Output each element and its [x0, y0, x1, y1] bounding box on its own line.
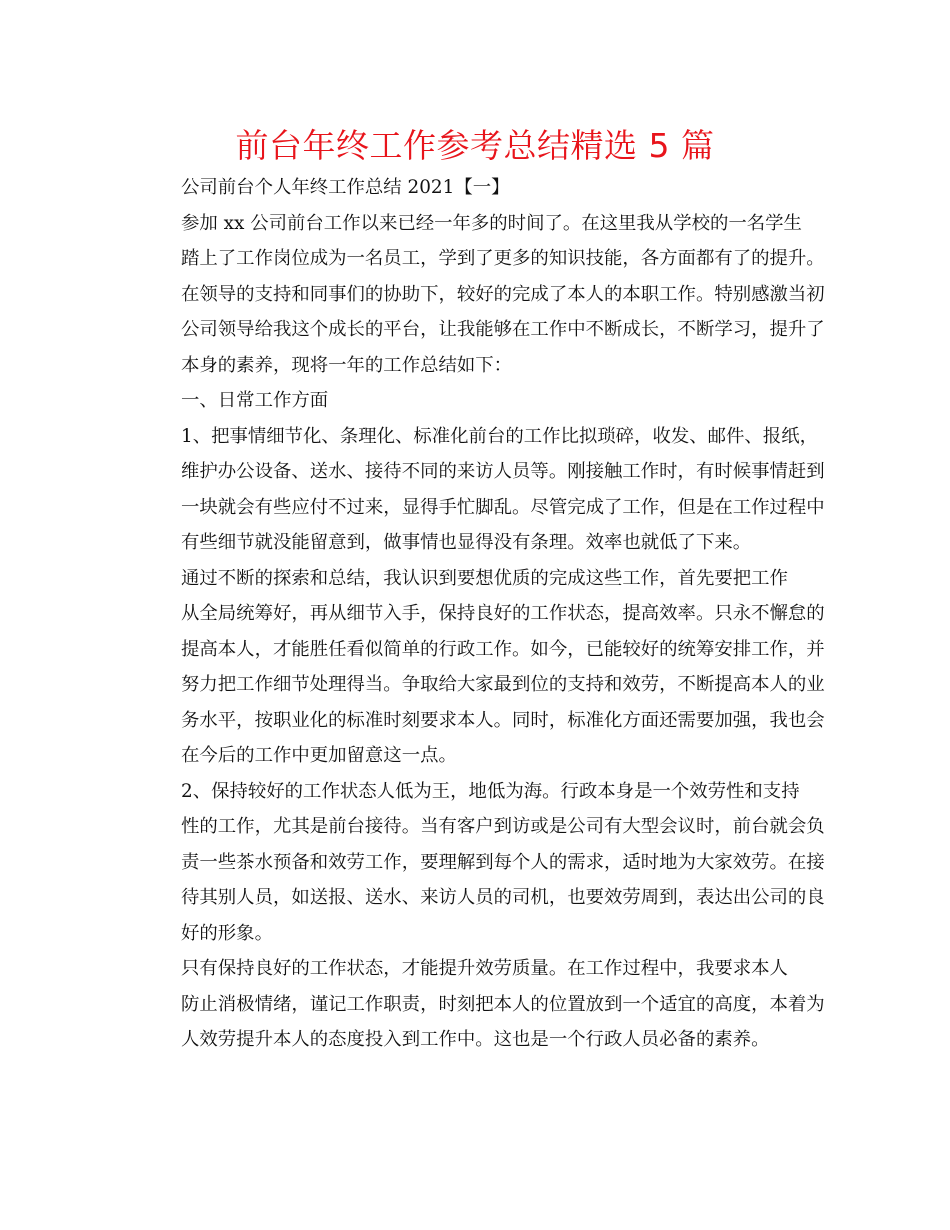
text-line: 一、日常工作方面 [181, 390, 329, 411]
text-line: 一块就会有些应付不过来，显得手忙脚乱。尽管完成了工作，但是在工作过程中 [181, 496, 825, 518]
text-line: 责一些茶水预备和效劳工作，要理解到每个人的需求，适时地为大家效劳。在接 [181, 851, 825, 873]
paragraph-reflection [144, 561, 825, 774]
text-line: 本身的素养，现将一年的工作总结如下： [181, 354, 513, 376]
text-line: 提高本人，才能胜任看似简单的行政工作。如今，已能较好的统筹安排工作，并 [181, 638, 825, 660]
text-line: 务水平，按职业化的标准时刻要求本人。同时，标准化方面还需要加强，我也会 [181, 709, 825, 731]
paragraph-item-1 [144, 419, 825, 561]
paragraph-item-2 [144, 774, 825, 952]
text-line: 只有保持良好的工作状态，才能提升效劳质量。在工作过程中，我要求本人 [181, 958, 788, 979]
text-line: 从全局统筹好，再从细节入手，保持良好的工作状态，提高效率。只永不懈怠的 [181, 603, 825, 624]
text-line: 好的形象。 [181, 922, 273, 944]
paragraph-intro [144, 206, 825, 384]
text-line: 在今后的工作中更加留意这一点。 [181, 745, 457, 766]
subsection-heading [144, 383, 808, 419]
text-line: 性的工作，尤其是前台接待。当有客户到访或是公司有大型会议时，前台就会负 [181, 816, 825, 837]
text-line: 人效劳提升本人的态度投入到工作中。这也是一个行政人员必备的素养。 [181, 1029, 770, 1050]
text-line: 1、把事情细节化、条理化、标准化前台的工作比拟琐碎，收发、邮件、报纸， [181, 425, 818, 447]
text-line: 公司领导给我这个成长的平台，让我能够在工作中不断成长，不断学习，提升了 [181, 319, 825, 340]
document-body [144, 170, 825, 1058]
text-line: 公司前台个人年终工作总结 2021【一】 [181, 177, 510, 198]
text-line: 参加 xx 公司前台工作以来已经一年多的时间了。在这里我从学校的一名学生 [181, 212, 802, 234]
text-line: 努力把工作细节处理得当。争取给大家最到位的支持和效劳，不断提高本人的业 [181, 674, 825, 695]
text-line: 在领导的支持和同事们的协助下，较好的完成了本人的本职工作。特别感激当初 [181, 283, 825, 305]
text-line: 维护办公设备、送水、接待不同的来访人员等。刚接触工作时，有时候事情赶到 [181, 461, 825, 482]
paragraph-attitude [144, 951, 825, 1058]
text-line: 待其别人员，如送报、送水、来访人员的司机，也要效劳周到，表达出公司的良 [181, 887, 825, 908]
text-line: 防止消极情绪，谨记工作职责，时刻把本人的位置放到一个适宜的高度，本着为 [181, 993, 825, 1015]
text-line: 有些细节就没能留意到，做事情也显得没有条理。效率也就低了下来。 [181, 532, 752, 553]
page-title: 前台年终工作参考总结精选 5 篇 [235, 126, 715, 165]
text-line: 踏上了工作岗位成为一名员工，学到了更多的知识技能，各方面都有了的提升。 [181, 248, 825, 269]
text-line: 2、保持较好的工作状态人低为王，地低为海。行政本身是一个效劳性和支持 [181, 780, 800, 802]
section-heading [144, 170, 808, 206]
text-line: 通过不断的探索和总结，我认识到要想优质的完成这些工作，首先要把工作 [181, 567, 788, 589]
